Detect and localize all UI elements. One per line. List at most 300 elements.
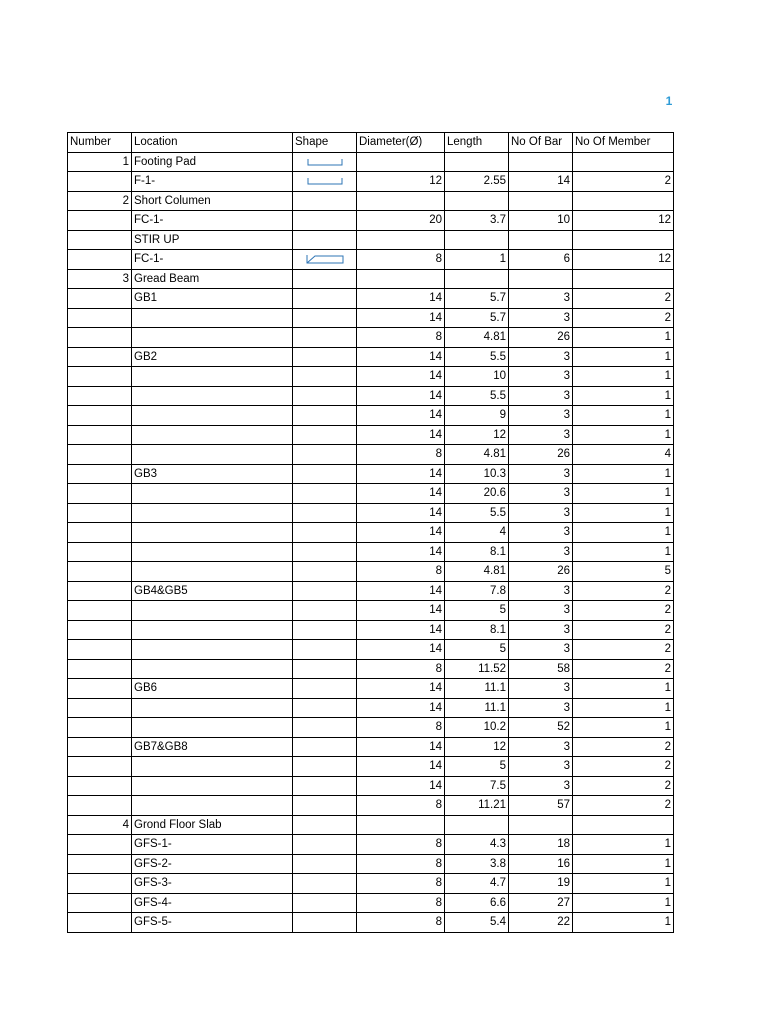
diameter-cell: 14: [357, 347, 445, 367]
no-of-bar-cell: 3: [509, 308, 573, 328]
table-row: [68, 289, 674, 309]
length-cell: 11.52: [445, 659, 509, 679]
table-row: [68, 718, 674, 738]
no-of-bar-cell: 3: [509, 464, 573, 484]
shape-cell: [293, 776, 357, 796]
number-cell: [68, 523, 132, 543]
header-number: Number: [68, 133, 132, 153]
length-cell: 10.2: [445, 718, 509, 738]
header-no-of-bar: No Of Bar: [509, 133, 573, 153]
no-of-member-cell: 2: [573, 737, 674, 757]
no-of-bar-cell: 6: [509, 250, 573, 270]
diameter-cell: 14: [357, 386, 445, 406]
location-cell: [132, 308, 293, 328]
table-row: [68, 659, 674, 679]
number-cell: [68, 581, 132, 601]
no-of-bar-cell: [509, 815, 573, 835]
table-row: [68, 835, 674, 855]
location-cell: [132, 386, 293, 406]
diameter-cell: 8: [357, 796, 445, 816]
number-cell: [68, 347, 132, 367]
location-cell: GB1: [132, 289, 293, 309]
table-row: [68, 230, 674, 250]
location-cell: [132, 523, 293, 543]
page-number: 1: [665, 94, 673, 108]
length-cell: 4: [445, 523, 509, 543]
location-cell: GFS-5-: [132, 913, 293, 933]
table-row: [68, 737, 674, 757]
location-cell: FC-1-: [132, 211, 293, 231]
length-cell: [445, 815, 509, 835]
location-cell: GB3: [132, 464, 293, 484]
no-of-member-cell: 1: [573, 913, 674, 933]
no-of-bar-cell: 3: [509, 776, 573, 796]
diameter-cell: 14: [357, 679, 445, 699]
diameter-cell: [357, 269, 445, 289]
table-row: [68, 308, 674, 328]
table-row: [68, 425, 674, 445]
number-cell: [68, 913, 132, 933]
no-of-member-cell: 1: [573, 367, 674, 387]
table-row: [68, 854, 674, 874]
table-row: [68, 484, 674, 504]
number-cell: [68, 406, 132, 426]
no-of-bar-cell: 3: [509, 347, 573, 367]
table-row: [68, 386, 674, 406]
shape-cell: [293, 698, 357, 718]
shape-cell: [293, 835, 357, 855]
no-of-bar-cell: 3: [509, 484, 573, 504]
table-row: [68, 269, 674, 289]
no-of-bar-cell: 26: [509, 562, 573, 582]
location-cell: Short Columen: [132, 191, 293, 211]
table-row: [68, 776, 674, 796]
diameter-cell: 8: [357, 718, 445, 738]
header-length: Length: [445, 133, 509, 153]
length-cell: 8.1: [445, 620, 509, 640]
number-cell: [68, 698, 132, 718]
location-cell: STIR UP: [132, 230, 293, 250]
length-cell: 7.5: [445, 776, 509, 796]
length-cell: 6.6: [445, 893, 509, 913]
location-cell: [132, 406, 293, 426]
diameter-cell: 8: [357, 874, 445, 894]
no-of-member-cell: 2: [573, 308, 674, 328]
length-cell: 5.5: [445, 503, 509, 523]
length-cell: [445, 269, 509, 289]
no-of-member-cell: 12: [573, 211, 674, 231]
stirrup-shape-icon: [295, 253, 354, 265]
shape-cell: [293, 269, 357, 289]
no-of-member-cell: 1: [573, 484, 674, 504]
number-cell: [68, 659, 132, 679]
diameter-cell: 20: [357, 211, 445, 231]
number-cell: 1: [68, 152, 132, 172]
location-cell: [132, 640, 293, 660]
length-cell: 12: [445, 425, 509, 445]
length-cell: 8.1: [445, 542, 509, 562]
rebar-schedule-table: [67, 132, 674, 933]
length-cell: [445, 230, 509, 250]
shape-cell: [293, 367, 357, 387]
length-cell: 5.7: [445, 308, 509, 328]
location-cell: Footing Pad: [132, 152, 293, 172]
diameter-cell: 8: [357, 562, 445, 582]
table-row: [68, 562, 674, 582]
location-cell: GFS-1-: [132, 835, 293, 855]
table-row: [68, 796, 674, 816]
number-cell: 4: [68, 815, 132, 835]
table-row: [68, 913, 674, 933]
no-of-bar-cell: 3: [509, 581, 573, 601]
no-of-member-cell: 1: [573, 347, 674, 367]
diameter-cell: 8: [357, 835, 445, 855]
no-of-member-cell: 2: [573, 601, 674, 621]
no-of-member-cell: 1: [573, 854, 674, 874]
no-of-bar-cell: 14: [509, 172, 573, 192]
no-of-member-cell: 4: [573, 445, 674, 465]
no-of-bar-cell: 3: [509, 620, 573, 640]
diameter-cell: 14: [357, 737, 445, 757]
no-of-bar-cell: 3: [509, 367, 573, 387]
no-of-bar-cell: 3: [509, 406, 573, 426]
table-row: [68, 679, 674, 699]
no-of-bar-cell: 52: [509, 718, 573, 738]
length-cell: [445, 152, 509, 172]
number-cell: [68, 484, 132, 504]
length-cell: 9: [445, 406, 509, 426]
diameter-cell: 14: [357, 367, 445, 387]
table-row: [68, 581, 674, 601]
number-cell: [68, 308, 132, 328]
diameter-cell: [357, 152, 445, 172]
diameter-cell: 14: [357, 581, 445, 601]
no-of-bar-cell: 3: [509, 386, 573, 406]
shape-cell: [293, 659, 357, 679]
no-of-bar-cell: 3: [509, 698, 573, 718]
no-of-bar-cell: 57: [509, 796, 573, 816]
length-cell: 5: [445, 640, 509, 660]
no-of-bar-cell: 3: [509, 542, 573, 562]
no-of-member-cell: [573, 230, 674, 250]
no-of-bar-cell: 3: [509, 640, 573, 660]
table-row: [68, 815, 674, 835]
number-cell: [68, 230, 132, 250]
number-cell: [68, 328, 132, 348]
diameter-cell: 14: [357, 289, 445, 309]
table-row: [68, 503, 674, 523]
number-cell: 2: [68, 191, 132, 211]
length-cell: 10: [445, 367, 509, 387]
no-of-member-cell: 12: [573, 250, 674, 270]
location-cell: [132, 757, 293, 777]
no-of-member-cell: 2: [573, 757, 674, 777]
footing-shape-icon: [295, 157, 354, 167]
number-cell: [68, 620, 132, 640]
shape-cell: [293, 757, 357, 777]
no-of-member-cell: 1: [573, 425, 674, 445]
no-of-bar-cell: 18: [509, 835, 573, 855]
no-of-member-cell: 1: [573, 386, 674, 406]
location-cell: [132, 718, 293, 738]
shape-cell: [293, 542, 357, 562]
table-row: [68, 367, 674, 387]
shape-cell: [293, 464, 357, 484]
location-cell: [132, 562, 293, 582]
shape-cell: [293, 854, 357, 874]
shape-cell: [293, 425, 357, 445]
shape-cell: [293, 640, 357, 660]
diameter-cell: 8: [357, 854, 445, 874]
shape-cell: [293, 679, 357, 699]
number-cell: [68, 718, 132, 738]
length-cell: 10.3: [445, 464, 509, 484]
length-cell: 4.3: [445, 835, 509, 855]
table-row: [68, 152, 674, 172]
table-row: [68, 250, 674, 270]
number-cell: [68, 503, 132, 523]
shape-cell: [293, 172, 357, 192]
diameter-cell: 14: [357, 464, 445, 484]
location-cell: GFS-3-: [132, 874, 293, 894]
length-cell: 4.7: [445, 874, 509, 894]
diameter-cell: 14: [357, 698, 445, 718]
no-of-bar-cell: 3: [509, 425, 573, 445]
no-of-bar-cell: 3: [509, 737, 573, 757]
number-cell: [68, 737, 132, 757]
shape-cell: [293, 620, 357, 640]
table-row: [68, 347, 674, 367]
location-cell: [132, 425, 293, 445]
header-location: Location: [132, 133, 293, 153]
shape-cell: [293, 815, 357, 835]
number-cell: [68, 640, 132, 660]
number-cell: [68, 776, 132, 796]
location-cell: GB2: [132, 347, 293, 367]
no-of-bar-cell: 19: [509, 874, 573, 894]
no-of-member-cell: [573, 191, 674, 211]
location-cell: [132, 620, 293, 640]
location-cell: Gread Beam: [132, 269, 293, 289]
length-cell: 3.7: [445, 211, 509, 231]
no-of-bar-cell: 58: [509, 659, 573, 679]
shape-cell: [293, 152, 357, 172]
diameter-cell: 12: [357, 172, 445, 192]
shape-cell: [293, 893, 357, 913]
no-of-member-cell: 2: [573, 620, 674, 640]
table-row: [68, 464, 674, 484]
shape-cell: [293, 191, 357, 211]
shape-cell: [293, 386, 357, 406]
header-row: [68, 133, 674, 153]
shape-cell: [293, 289, 357, 309]
table-row: [68, 620, 674, 640]
table-row: [68, 211, 674, 231]
table-row: [68, 191, 674, 211]
no-of-member-cell: 1: [573, 835, 674, 855]
diameter-cell: [357, 191, 445, 211]
no-of-bar-cell: [509, 230, 573, 250]
length-cell: 11.1: [445, 679, 509, 699]
location-cell: [132, 367, 293, 387]
no-of-member-cell: 2: [573, 581, 674, 601]
no-of-member-cell: 5: [573, 562, 674, 582]
no-of-bar-cell: [509, 152, 573, 172]
location-cell: GB6: [132, 679, 293, 699]
no-of-bar-cell: 22: [509, 913, 573, 933]
location-cell: F-1-: [132, 172, 293, 192]
diameter-cell: 14: [357, 640, 445, 660]
no-of-member-cell: [573, 815, 674, 835]
shape-cell: [293, 874, 357, 894]
number-cell: [68, 874, 132, 894]
location-cell: [132, 503, 293, 523]
no-of-member-cell: 1: [573, 874, 674, 894]
location-cell: GFS-2-: [132, 854, 293, 874]
no-of-member-cell: 2: [573, 776, 674, 796]
shape-cell: [293, 913, 357, 933]
no-of-bar-cell: 26: [509, 445, 573, 465]
shape-cell: [293, 250, 357, 270]
table-row: [68, 874, 674, 894]
shape-cell: [293, 328, 357, 348]
no-of-member-cell: 1: [573, 523, 674, 543]
length-cell: 4.81: [445, 445, 509, 465]
no-of-member-cell: 2: [573, 172, 674, 192]
location-cell: [132, 796, 293, 816]
no-of-member-cell: 1: [573, 464, 674, 484]
shape-cell: [293, 308, 357, 328]
no-of-member-cell: 1: [573, 542, 674, 562]
no-of-member-cell: 2: [573, 289, 674, 309]
diameter-cell: 8: [357, 250, 445, 270]
number-cell: [68, 211, 132, 231]
no-of-member-cell: 1: [573, 503, 674, 523]
no-of-bar-cell: 3: [509, 679, 573, 699]
length-cell: 5.7: [445, 289, 509, 309]
diameter-cell: [357, 815, 445, 835]
table-row: [68, 601, 674, 621]
length-cell: 2.55: [445, 172, 509, 192]
number-cell: [68, 854, 132, 874]
shape-cell: [293, 484, 357, 504]
table-row: [68, 406, 674, 426]
table-row: [68, 698, 674, 718]
diameter-cell: 14: [357, 523, 445, 543]
shape-cell: [293, 523, 357, 543]
table-row: [68, 640, 674, 660]
shape-cell: [293, 562, 357, 582]
number-cell: 3: [68, 269, 132, 289]
no-of-bar-cell: 3: [509, 503, 573, 523]
table-row: [68, 445, 674, 465]
no-of-bar-cell: 3: [509, 523, 573, 543]
shape-cell: [293, 796, 357, 816]
shape-cell: [293, 718, 357, 738]
length-cell: 5.4: [445, 913, 509, 933]
diameter-cell: [357, 230, 445, 250]
no-of-bar-cell: 27: [509, 893, 573, 913]
length-cell: [445, 191, 509, 211]
location-cell: GB7&GB8: [132, 737, 293, 757]
no-of-bar-cell: 3: [509, 289, 573, 309]
length-cell: 4.81: [445, 328, 509, 348]
diameter-cell: 8: [357, 659, 445, 679]
no-of-member-cell: 1: [573, 328, 674, 348]
number-cell: [68, 796, 132, 816]
location-cell: [132, 776, 293, 796]
number-cell: [68, 250, 132, 270]
location-cell: GFS-4-: [132, 893, 293, 913]
location-cell: [132, 542, 293, 562]
length-cell: 7.8: [445, 581, 509, 601]
shape-cell: [293, 737, 357, 757]
no-of-member-cell: 1: [573, 718, 674, 738]
length-cell: 3.8: [445, 854, 509, 874]
location-cell: GB4&GB5: [132, 581, 293, 601]
no-of-bar-cell: [509, 191, 573, 211]
length-cell: 5.5: [445, 386, 509, 406]
number-cell: [68, 562, 132, 582]
number-cell: [68, 425, 132, 445]
no-of-bar-cell: [509, 269, 573, 289]
number-cell: [68, 289, 132, 309]
diameter-cell: 14: [357, 406, 445, 426]
header-no-of-member: No Of Member: [573, 133, 674, 153]
no-of-member-cell: 1: [573, 698, 674, 718]
no-of-bar-cell: 10: [509, 211, 573, 231]
number-cell: [68, 757, 132, 777]
diameter-cell: 14: [357, 308, 445, 328]
shape-cell: [293, 211, 357, 231]
no-of-member-cell: 1: [573, 406, 674, 426]
length-cell: 1: [445, 250, 509, 270]
no-of-member-cell: [573, 269, 674, 289]
diameter-cell: 8: [357, 328, 445, 348]
length-cell: 11.1: [445, 698, 509, 718]
length-cell: 12: [445, 737, 509, 757]
length-cell: 4.81: [445, 562, 509, 582]
number-cell: [68, 367, 132, 387]
diameter-cell: 14: [357, 757, 445, 777]
shape-cell: [293, 581, 357, 601]
shape-cell: [293, 445, 357, 465]
header-shape: Shape: [293, 133, 357, 153]
shape-cell: [293, 601, 357, 621]
table-row: [68, 757, 674, 777]
length-cell: 5: [445, 757, 509, 777]
length-cell: 20.6: [445, 484, 509, 504]
number-cell: [68, 445, 132, 465]
diameter-cell: 14: [357, 542, 445, 562]
table-row: [68, 542, 674, 562]
shape-cell: [293, 406, 357, 426]
location-cell: [132, 601, 293, 621]
length-cell: 5.5: [445, 347, 509, 367]
number-cell: [68, 542, 132, 562]
number-cell: [68, 601, 132, 621]
diameter-cell: 14: [357, 503, 445, 523]
number-cell: [68, 835, 132, 855]
footing-shape-icon: [295, 176, 354, 186]
location-cell: [132, 445, 293, 465]
location-cell: Grond Floor Slab: [132, 815, 293, 835]
table-row: [68, 523, 674, 543]
diameter-cell: 8: [357, 913, 445, 933]
table-row: [68, 328, 674, 348]
diameter-cell: 14: [357, 484, 445, 504]
diameter-cell: 14: [357, 425, 445, 445]
